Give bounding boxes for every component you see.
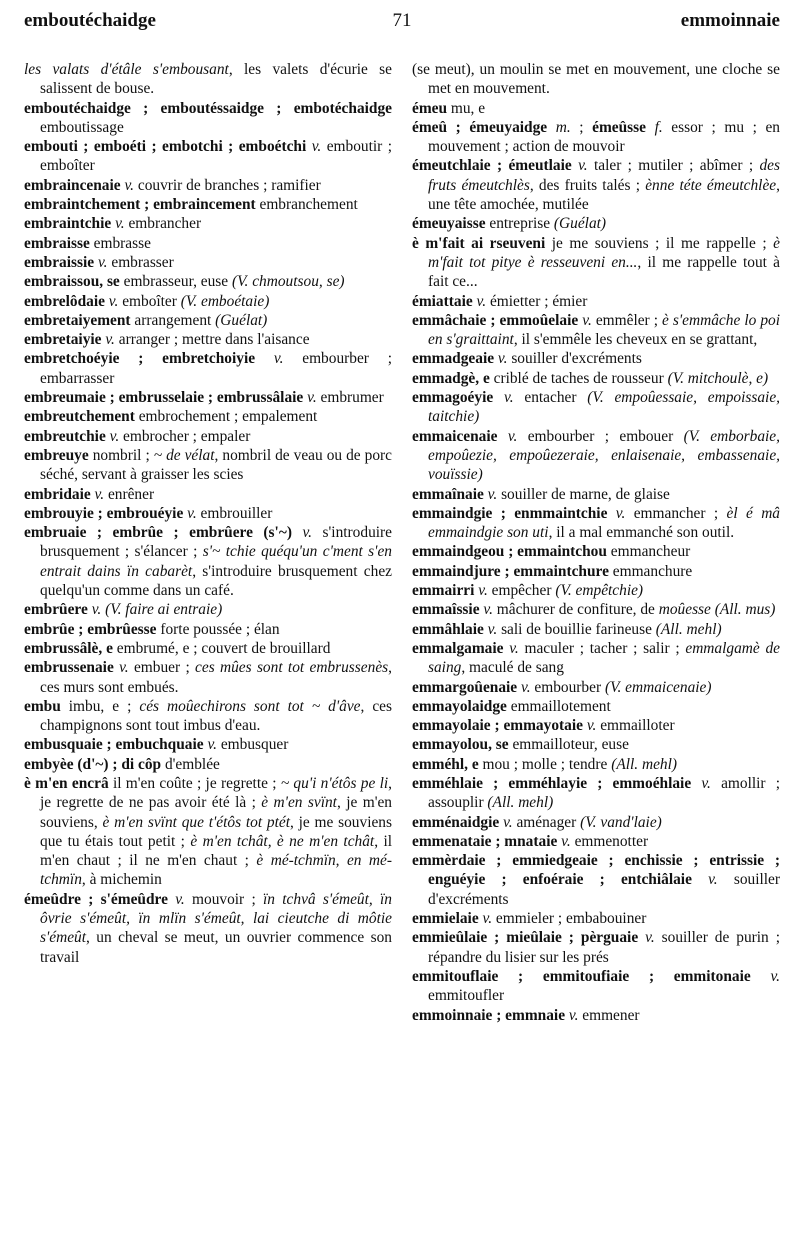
definition-text xyxy=(255,350,274,367)
dictionary-entry xyxy=(412,562,780,581)
italic-text: v. xyxy=(504,389,514,407)
italic-text: v. xyxy=(561,832,571,850)
headword: embu xyxy=(24,697,61,715)
definition-text: , il me rappelle tout à fait ce... xyxy=(428,253,780,291)
dictionary-entry xyxy=(24,774,392,890)
headword: emmoinnaie ; emmnaie xyxy=(412,1006,566,1024)
dictionary-entry xyxy=(412,1006,780,1025)
italic-text: cés moûechirons sont tot ~ d'âve xyxy=(139,697,361,715)
italic-text: v. xyxy=(701,774,711,792)
definition-text xyxy=(751,968,771,985)
headword: embreumaie ; embrusselaie ; embrussâlaie xyxy=(24,389,304,407)
definition-text: embrasseur, euse xyxy=(119,273,232,291)
italic-text: (V. vand'laie) xyxy=(580,813,662,831)
headword: emméhl, e xyxy=(412,755,479,773)
dictionary-entry xyxy=(412,832,780,851)
definition-text: , un cheval se meut, un ouvrier commence son travail xyxy=(40,929,392,966)
definition-text: empêcher xyxy=(487,582,556,600)
left-column xyxy=(24,60,392,1025)
italic-text: è m'fait tot pitye è resseuveni en... xyxy=(428,234,780,271)
italic-text: v. xyxy=(207,736,217,754)
headword: émiattaie xyxy=(412,292,473,310)
headword: emmayolou, se xyxy=(412,736,509,754)
italic-text: è m'en tchât, è ne m'en tchât xyxy=(190,832,375,850)
headword: emmenataie ; mnataie xyxy=(412,832,558,850)
definition-text: emmener xyxy=(578,1006,640,1024)
definition-text: emmanchure xyxy=(608,562,693,580)
dictionary-entry xyxy=(412,851,780,909)
right-column xyxy=(412,60,780,1025)
italic-text: v. xyxy=(273,350,284,368)
definition-text: entacher xyxy=(513,389,588,407)
definition-text: emmaillotement xyxy=(506,697,611,715)
italic-text: ~ de vélat xyxy=(153,446,215,464)
dictionary-entry xyxy=(24,658,392,697)
definition-text: , il m'en chaut ; il ne m'en chaut ; xyxy=(40,832,392,870)
headword: émeuyaisse xyxy=(412,215,486,233)
definition-text: arranger ; mettre dans l'aisance xyxy=(114,331,310,349)
headword: emmayolaie ; emmayotaie xyxy=(412,717,583,735)
italic-text: v. xyxy=(175,890,185,908)
definition-text: d'emblée xyxy=(161,755,220,773)
dictionary-entry xyxy=(24,600,392,619)
italic-text: èl é mâ emmaindgie son uti xyxy=(428,504,780,542)
headword: embraincenaie xyxy=(24,176,121,194)
italic-text: v. xyxy=(476,292,487,310)
headword: embrûe ; embrûesse xyxy=(24,620,157,638)
italic-text: v. xyxy=(119,659,129,677)
dictionary-entry xyxy=(24,407,392,426)
definition-text: emmieler ; embabouiner xyxy=(492,910,647,928)
headword: è m'en encrâ xyxy=(24,774,109,792)
definition-text: aménager xyxy=(512,813,581,831)
italic-text: v. xyxy=(187,504,197,522)
italic-text: è m'en svïnt xyxy=(261,794,337,812)
definition-text: embrumer xyxy=(316,389,384,407)
dictionary-entry xyxy=(412,639,780,678)
dictionary-entry xyxy=(412,967,780,1006)
dictionary-entry xyxy=(412,755,780,774)
italic-text: (V. emmaicenaie) xyxy=(604,678,712,696)
dictionary-entry xyxy=(24,195,392,214)
headword: émeû ; émeuyaidge xyxy=(412,118,548,136)
dictionary-entry xyxy=(412,118,780,157)
dictionary-entry xyxy=(24,253,392,272)
italic-text: v. xyxy=(307,389,317,407)
italic-text: v. xyxy=(708,871,718,889)
dictionary-entry xyxy=(412,697,780,716)
dictionary-entry xyxy=(24,137,392,176)
dictionary-entry xyxy=(24,755,392,774)
italic-text: v. xyxy=(521,678,531,696)
definition-text: embrocher ; empaler xyxy=(119,427,251,445)
definition-text: souiller de purin ; répandre du lisier sur les prés xyxy=(428,929,780,966)
headword: emmèrdaie ; emmiedgeaie ; enchissie ; entrissie ; enguéyie ; enfoéraie ; entchiâlaie xyxy=(412,852,780,889)
definition-text: emboutir ; emboîter xyxy=(40,138,392,175)
headword: embretaiyie xyxy=(24,331,102,349)
dictionary-entry xyxy=(24,292,392,311)
dictionary-entry xyxy=(412,369,780,388)
headword: emmaindgeou ; emmaintchou xyxy=(412,543,607,561)
headword: embruaie ; embrûe ; embrûere (s'~) xyxy=(24,524,292,542)
headword: embrouyie ; embrouéyie xyxy=(24,504,184,522)
dictionary-entry xyxy=(412,349,780,368)
italic-text: v. xyxy=(483,601,493,619)
italic-text: v. xyxy=(770,967,780,985)
definition-text xyxy=(691,775,701,792)
italic-text: v. xyxy=(582,311,592,329)
headword: emmairri xyxy=(412,582,475,600)
definition-text: embrochement ; empalement xyxy=(134,408,318,426)
definition-text: embourber ; embarrasser xyxy=(40,350,392,387)
italic-text: (All. mehl) xyxy=(655,620,722,638)
italic-text: v. xyxy=(503,813,513,831)
italic-text: v. xyxy=(302,524,313,542)
definition-text: émietter ; émier xyxy=(486,292,588,310)
dictionary-entry xyxy=(24,272,392,291)
headword: embreuye xyxy=(24,446,89,464)
headword: emmayolaidge xyxy=(412,697,507,715)
headword: émeu xyxy=(412,99,448,117)
definition-text: amollir ; assouplir xyxy=(428,774,780,812)
header-first-entry: emboutéchaidge xyxy=(24,10,156,31)
italic-text: (Guélat) xyxy=(553,215,607,233)
italic-text: è mé-tchmïn, en mé-tchmïn xyxy=(40,852,392,889)
headword: embretaiyement xyxy=(24,311,131,329)
italic-text: è s'emmâche lo poi en s'graittaint xyxy=(428,311,781,349)
headword: embyèe (d'~) ; di côp xyxy=(24,755,162,773)
definition-text: embrouiller xyxy=(196,504,273,522)
italic-text: v. xyxy=(586,717,597,735)
dictionary-entry xyxy=(24,330,392,349)
italic-text: (V. emboétaie) xyxy=(180,292,270,310)
headword: emmalgamaie xyxy=(412,639,504,657)
definition-text: emboîter xyxy=(118,292,181,310)
definition-text: embuer ; xyxy=(128,659,196,677)
dictionary-entry xyxy=(412,620,780,639)
headword: emmaîssie xyxy=(412,601,480,619)
definition-text: , je me souviens que tu étais tout petit ; xyxy=(40,813,392,850)
italic-text: (V. empoûessaie, empoissaie, taitchie) xyxy=(428,389,780,426)
dictionary-entry xyxy=(24,620,392,639)
italic-text: (All. mehl) xyxy=(487,794,554,812)
italic-text: v. xyxy=(115,215,125,233)
definition-text: embrumé, e ; couvert de brouillard xyxy=(112,639,331,657)
definition-text: enrêner xyxy=(104,485,155,503)
dictionary-entry xyxy=(412,678,780,697)
italic-text: ces mûes sont tot embrussenès xyxy=(195,659,389,677)
italic-text: v. xyxy=(105,331,115,349)
italic-text: v. xyxy=(124,176,135,194)
definition-text: maculer ; tacher ; salir ; xyxy=(518,639,686,657)
italic-text: des fruts émeutchlès xyxy=(428,157,780,194)
definition-text: , nombril de veau ou de porc séché, servant à graisser les scies xyxy=(40,446,392,484)
italic-text: s'~ tchie quéqu'un c'ment s'en entrait dains ïn cabarèt xyxy=(40,543,392,580)
italic-text: v. xyxy=(97,253,108,271)
running-head xyxy=(24,10,780,48)
page-number: 71 xyxy=(392,10,412,31)
definition-text xyxy=(646,119,655,136)
dictionary-entry xyxy=(24,890,392,967)
definition-text: , ces murs sont embués. xyxy=(40,659,392,696)
headword: embraintchement ; embraincement xyxy=(24,196,256,214)
italic-text: (V. empêtchie) xyxy=(555,582,644,600)
definition-text: , ces champignons sont tout imbus d'eau. xyxy=(40,697,392,735)
italic-text: v. xyxy=(109,427,120,445)
italic-text: ènne téte émeutchlèe xyxy=(645,176,777,194)
headword: emmaindgie ; enmmaintchie xyxy=(412,504,608,522)
dictionary-entry xyxy=(412,813,780,832)
dictionary-entry xyxy=(24,639,392,658)
headword: embrussâlè, e xyxy=(24,639,113,657)
dictionary-entry xyxy=(24,697,392,736)
italic-text: les valats d'étâle s'embousant xyxy=(24,61,229,78)
definition-text: (se meut), un moulin se met en mouvement, une cloche se met en mouvement. xyxy=(412,61,780,98)
headword: embreutchement xyxy=(24,408,135,426)
italic-text: (V. emborbaie, empoûezie, empoûezeraie, enlaisenaie, embassenaie, vouïssie) xyxy=(428,427,780,484)
italic-text: v. (V. faire ai entraie) xyxy=(91,601,223,619)
dictionary-entry xyxy=(412,504,780,543)
dictionary-entry xyxy=(24,523,392,600)
dictionary-entry xyxy=(24,99,392,138)
headword: emménaidgie xyxy=(412,813,500,831)
definition-text: , s'introduire brusquement chez quelqu'un comme dans un café. xyxy=(40,562,392,600)
definition-text: emboutissage xyxy=(40,118,124,136)
definition-text: mou ; molle ; tendre xyxy=(478,755,612,773)
dictionary-entry xyxy=(412,581,780,600)
definition-text: mu, e xyxy=(447,99,486,117)
italic-text: v. xyxy=(487,485,498,503)
headword: emmieûlaie ; mieûlaie ; pèrguaie xyxy=(412,929,639,947)
definition-text: embrancher xyxy=(124,215,202,233)
headword: embretchoéyie ; embretchoiyie xyxy=(24,350,256,368)
definition-text: emmêler ; xyxy=(591,311,663,329)
italic-text: v. xyxy=(615,504,626,522)
headword: embouti ; emboéti ; embotchi ; emboétchi xyxy=(24,138,307,156)
headword: emmielaie xyxy=(412,910,479,928)
dictionary-entry xyxy=(412,735,780,754)
headword: emmaicenaie xyxy=(412,427,498,445)
dictionary-entry xyxy=(412,292,780,311)
italic-text: ~ qu'i n'étôs pe li xyxy=(280,774,389,792)
headword: embraissou, se xyxy=(24,273,120,291)
italic-text: (V. mitchoulè, e) xyxy=(667,369,769,387)
italic-text: v. xyxy=(497,350,508,368)
definition-text: embourber xyxy=(530,678,605,696)
dictionary-entry xyxy=(412,156,780,214)
italic-text: m. xyxy=(555,118,571,136)
headword: émeûsse xyxy=(592,118,646,136)
definition-text: emmancheur xyxy=(606,543,691,561)
headword: emmadgè, e xyxy=(412,369,490,387)
dictionary-entry xyxy=(24,311,392,330)
italic-text: è m'en svïnt que t'étôs tot ptét xyxy=(102,813,290,831)
definition-text: , une tête amochée, mutilée xyxy=(428,176,780,214)
definition-text xyxy=(292,524,303,541)
headword: embreutchie xyxy=(24,427,106,445)
italic-text: v. xyxy=(645,929,655,947)
dictionary-entry xyxy=(24,349,392,388)
dictionary-entry xyxy=(24,388,392,407)
dictionary-entry xyxy=(24,446,392,485)
italic-text: v. xyxy=(487,620,498,638)
definition-text: mouvoir ; xyxy=(184,890,264,908)
headword: emmagoéyie xyxy=(412,389,494,407)
definition-text: embranchement xyxy=(255,196,358,214)
definition-text: imbu, e ; xyxy=(60,697,140,715)
italic-text: moûesse (All. mus) xyxy=(658,601,776,619)
dictionary-entry xyxy=(412,600,780,619)
definition-text: couvrir de branches ; ramifier xyxy=(134,176,321,194)
headword: emboutéchaidge ; emboutéssaidge ; embotéchaidge xyxy=(24,99,392,117)
italic-text: v. xyxy=(509,639,519,657)
dictionary-entry xyxy=(24,60,392,99)
two-column-body xyxy=(24,60,780,1025)
definition-text: , il s'emmêle les cheveux en se grattant, xyxy=(513,331,758,349)
definition-text: ; xyxy=(570,118,593,136)
headword: emmaindjure ; emmaintchure xyxy=(412,562,609,580)
dictionary-entry xyxy=(24,735,392,754)
definition-text: emmailloter xyxy=(596,717,675,735)
italic-text: v. xyxy=(311,138,322,156)
definition-text xyxy=(547,119,556,136)
definition-text: il m'en coûte ; je regrette ; xyxy=(108,774,281,792)
italic-text: v. xyxy=(108,292,119,310)
definition-text: mâchurer de confiture, de xyxy=(492,601,659,619)
dictionary-entry xyxy=(412,311,780,350)
headword: embraisse xyxy=(24,234,90,252)
dictionary-entry xyxy=(24,485,392,504)
dictionary-entry xyxy=(24,176,392,195)
italic-text: v. xyxy=(478,582,488,600)
headword: embrussenaie xyxy=(24,659,114,677)
headword: emmaînaie xyxy=(412,485,484,503)
headword: emmargoûenaie xyxy=(412,678,518,696)
dictionary-entry xyxy=(412,485,780,504)
definition-text: embrasser xyxy=(107,253,174,271)
definition-text: criblé de taches de rousseur xyxy=(489,369,668,387)
definition-text: sali de bouillie farineuse xyxy=(497,620,656,638)
header-last-entry: emmoinnaie xyxy=(680,10,780,31)
dictionary-entry xyxy=(24,504,392,523)
headword: émeûdre ; s'émeûdre xyxy=(24,890,168,908)
headword: emmitouflaie ; emmitoufiaie ; emmitonaie xyxy=(412,967,751,985)
definition-text: , il a mal emmanché son outil. xyxy=(548,524,735,542)
definition-text xyxy=(692,871,708,888)
italic-text: v. xyxy=(507,427,518,445)
italic-text: ïn tchvâ s'émeût, ïn ôvrie s'émeût, ïn mlïn s'émeût, lai cieutche di môtie s'émeût xyxy=(40,890,392,947)
definition-text: embrasse xyxy=(89,234,151,252)
definition-text: embourber ; embouer xyxy=(517,427,684,445)
definition-text: souiller d'excréments xyxy=(507,350,642,368)
italic-text: (All. mehl) xyxy=(611,755,678,773)
dictionary-entry xyxy=(412,388,780,427)
dictionary-entry xyxy=(24,234,392,253)
headword: emmadgeaie xyxy=(412,350,495,368)
dictionary-entry xyxy=(412,60,780,99)
italic-text: v. xyxy=(482,910,493,928)
dictionary-entry xyxy=(412,99,780,118)
definition-text: souiller de marne, de glaise xyxy=(497,485,670,503)
definition-text xyxy=(493,389,504,406)
headword: emmâchaie ; emmoûelaie xyxy=(412,311,579,329)
definition-text: entreprise xyxy=(485,215,554,233)
headword: è m'fait ai rseuveni xyxy=(412,234,546,252)
dictionary-entry xyxy=(412,774,780,813)
definition-text: emmancher ; xyxy=(625,504,727,522)
headword: embusquaie ; embuchquaie xyxy=(24,736,204,754)
dictionary-entry xyxy=(24,427,392,446)
definition-text: souiller d'excréments xyxy=(428,871,780,908)
definition-text: emmitoufler xyxy=(428,987,505,1005)
italic-text: v. xyxy=(578,157,588,175)
definition-text: forte poussée ; élan xyxy=(156,620,280,638)
definition-text: essor ; mu ; en mouvement ; action de mouvoir xyxy=(428,118,780,156)
dictionary-entry xyxy=(412,427,780,485)
definition-text: nombril ; xyxy=(88,446,154,464)
definition-text: embusquer xyxy=(217,736,289,754)
dictionary-entry xyxy=(412,234,780,292)
headword: emmâhlaie xyxy=(412,620,484,638)
definition-text: , des fruits talés ; xyxy=(529,176,646,194)
definition-text: arrangement xyxy=(130,311,216,329)
headword: embrelôdaie xyxy=(24,292,105,310)
definition-text: , je m'en souviens, xyxy=(40,794,392,831)
definition-text: , maculé de sang xyxy=(461,659,564,677)
headword: émeutchlaie ; émeutlaie xyxy=(412,157,572,175)
italic-text: f. xyxy=(654,118,663,136)
definition-text: , à michemin xyxy=(81,871,162,889)
definition-text: s'introduire brusquement ; s'élancer ; xyxy=(40,524,392,561)
headword: emméhlaie ; emméhlayie ; emmoéhlaie xyxy=(412,774,692,792)
italic-text: (Guélat) xyxy=(215,311,268,329)
dictionary-entry xyxy=(412,214,780,233)
italic-text: emmalgamè de saing xyxy=(428,639,780,677)
definition-text: emmailloteur, euse xyxy=(508,736,629,754)
dictionary-entry xyxy=(412,928,780,967)
definition-text xyxy=(607,505,615,522)
definition-text xyxy=(497,428,507,445)
dictionary-entry xyxy=(24,214,392,233)
definition-text: , les valets d'écurie se salissent de bouse. xyxy=(40,61,392,98)
dictionary-entry xyxy=(412,542,780,561)
definition-text: , je regrette de ne pas avoir été là ; xyxy=(40,774,392,812)
italic-text: v. xyxy=(568,1006,579,1024)
italic-text: v. xyxy=(94,485,105,503)
headword: embraissie xyxy=(24,253,95,271)
headword: embrûere xyxy=(24,601,88,619)
headword: embraintchie xyxy=(24,215,112,233)
definition-text: taler ; mutiler ; abîmer ; xyxy=(587,157,760,175)
dictionary-entry xyxy=(412,716,780,735)
definition-text: je me souviens ; il me rappelle ; xyxy=(545,234,774,252)
headword: embridaie xyxy=(24,485,91,503)
italic-text: (V. chmoutsou, se) xyxy=(231,273,345,291)
dictionary-entry xyxy=(412,909,780,928)
definition-text: emmenotter xyxy=(570,832,649,850)
